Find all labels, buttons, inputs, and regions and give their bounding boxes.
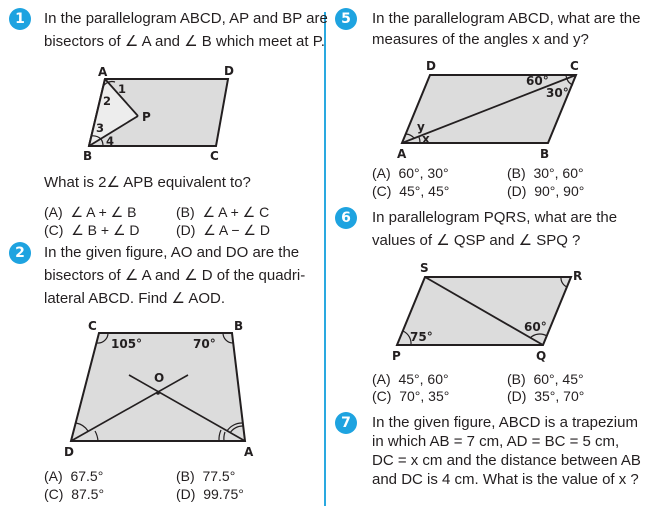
vertex-label: B xyxy=(83,149,93,163)
option-text: 70°, 35° xyxy=(399,388,450,404)
question-text-line: In the parallelogram ABCD, AP and BP are xyxy=(44,10,328,27)
option-text: 87.5° xyxy=(71,486,105,502)
vertex-label: D xyxy=(64,445,74,459)
option-text: ∠ A + ∠ B xyxy=(70,204,137,220)
question-number-badge: 1 xyxy=(9,8,31,30)
question-text-line: In the given figure, ABCD is a trapezium xyxy=(372,414,638,431)
option-text: 45°, 60° xyxy=(398,371,449,387)
option-text: 67.5° xyxy=(70,468,104,484)
question-number-badge: 2 xyxy=(9,242,31,264)
vertex-label: P xyxy=(142,110,151,124)
vertex-label: C xyxy=(88,319,97,333)
option-key: (B) xyxy=(176,204,195,220)
question-text-line: In the given figure, AO and DO are the xyxy=(44,244,300,261)
option-key: (D) xyxy=(507,183,527,199)
vertex-label: Q xyxy=(536,349,547,363)
question-text-line: in which AB = 7 cm, AD = BC = 5 cm, xyxy=(372,433,620,450)
question-text-line: values of ∠ QSP and ∠ SPQ ? xyxy=(372,232,581,249)
vertex-label: A xyxy=(98,65,108,79)
option-text: ∠ A − ∠ D xyxy=(203,222,270,238)
option-text: ∠ B + ∠ D xyxy=(71,222,140,238)
vertex-label: D xyxy=(426,59,436,73)
angle-label: 75° xyxy=(410,330,433,344)
option-text: 45°, 45° xyxy=(399,183,450,199)
option-key: (D) xyxy=(507,388,527,404)
angle-label: y xyxy=(417,120,425,134)
vertex-label: R xyxy=(573,269,583,283)
question-text-line: and DC is 4 cm. What is the value of x ? xyxy=(372,471,639,488)
angle-label: x xyxy=(422,132,430,146)
option-key: (C) xyxy=(44,486,64,502)
angle-label: 1 xyxy=(118,82,127,96)
option-text: 77.5° xyxy=(202,468,236,484)
question-prompt: What is 2∠ APB equivalent to? xyxy=(44,174,251,191)
option-key: (A) xyxy=(372,165,391,181)
vertex-label: C xyxy=(210,149,219,163)
angle-label: 105° xyxy=(111,337,143,351)
option-text: 99.75° xyxy=(203,486,244,502)
option-key: (A) xyxy=(44,468,63,484)
option-key: (B) xyxy=(507,165,526,181)
vertex-label: B xyxy=(540,147,550,161)
vertex-label: C xyxy=(570,59,579,73)
vertex-label: O xyxy=(154,371,165,385)
angle-label: 30° xyxy=(546,86,569,100)
option-key: (C) xyxy=(372,388,392,404)
vertex-label: S xyxy=(420,261,429,275)
option-key: (B) xyxy=(507,371,526,387)
option-d[interactable] xyxy=(507,387,584,405)
question-text-line: bisectors of ∠ A and ∠ B which meet at P. xyxy=(44,33,325,50)
option-a[interactable] xyxy=(372,370,449,388)
option-key: (A) xyxy=(44,204,63,220)
option-key: (A) xyxy=(372,371,391,387)
vertex-label: D xyxy=(224,64,234,78)
question-text-line: In the parallelogram ABCD, what are the xyxy=(372,10,641,27)
option-c[interactable] xyxy=(372,387,449,405)
option-text: 60°, 30° xyxy=(398,165,449,181)
option-text: 30°, 60° xyxy=(533,165,584,181)
question-number-badge: 7 xyxy=(335,412,357,434)
question-text-line: bisectors of ∠ A and ∠ D of the quadri- xyxy=(44,267,306,284)
angle-label: 4 xyxy=(106,134,115,148)
question-text-line: measures of the angles x and y? xyxy=(372,31,589,48)
angle-label: 70° xyxy=(193,337,216,351)
angle-label: 2 xyxy=(103,94,112,108)
option-text: 60°, 45° xyxy=(533,371,584,387)
vertex-label: A xyxy=(397,147,407,161)
angle-label: 60° xyxy=(526,74,549,88)
option-key: (C) xyxy=(44,222,64,238)
option-text: ∠ A + ∠ C xyxy=(202,204,270,220)
option-b[interactable] xyxy=(507,370,584,388)
option-key: (D) xyxy=(176,222,196,238)
option-key: (C) xyxy=(372,183,392,199)
vertex-label: B xyxy=(234,319,244,333)
vertex-label: A xyxy=(244,445,254,459)
angle-label: 60° xyxy=(524,320,547,334)
question-text-line: lateral ABCD. Find ∠ AOD. xyxy=(44,290,226,307)
question-number-badge: 5 xyxy=(335,8,357,30)
vertex-label: P xyxy=(392,349,401,363)
option-key: (D) xyxy=(176,486,196,502)
option-text: 90°, 90° xyxy=(534,183,585,199)
question-text-line: DC = x cm and the distance between AB xyxy=(372,452,641,469)
question-number-badge: 6 xyxy=(335,207,357,229)
option-text: 35°, 70° xyxy=(534,388,585,404)
question-text-line: In parallelogram PQRS, what are the xyxy=(372,209,618,226)
angle-label: 3 xyxy=(96,121,105,135)
option-key: (B) xyxy=(176,468,195,484)
